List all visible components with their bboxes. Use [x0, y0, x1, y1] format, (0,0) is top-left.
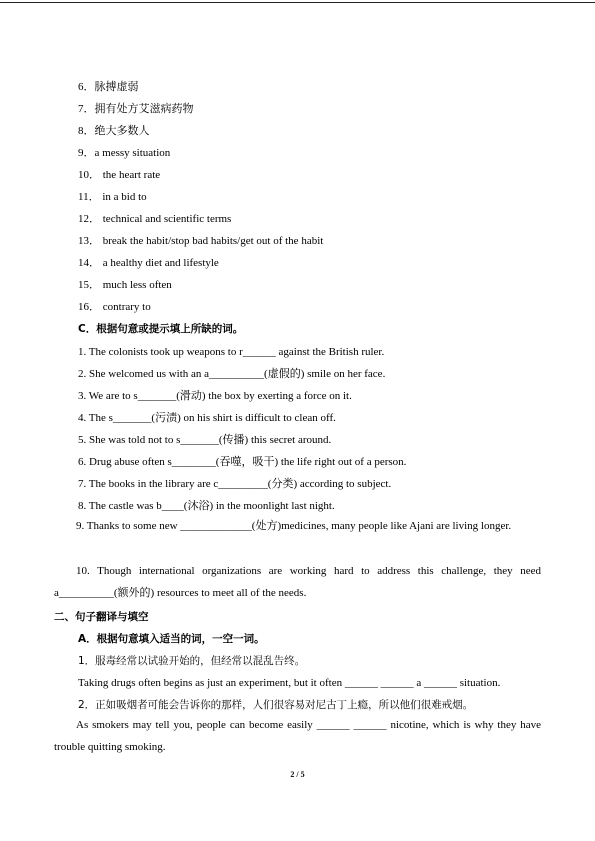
vocab-item: 13． break the habit/stop bad habits/get out of the habit [78, 235, 324, 247]
fill-item: 8. The castle was b____(沐浴) in the moonlight last night. [78, 500, 335, 512]
fill-item-10: 10. Though international organizations are working hard to address this challenge, they need a__________(额外的) resources to meet all of the needs. [54, 565, 541, 599]
vocab-item: 7．拥有处方艾滋病药物 [78, 103, 194, 115]
translation-2-chinese: 2．正如吸烟者可能会告诉你的那样，人们很容易对尼古丁上瘾，所以他们很难戒烟。 [78, 699, 474, 711]
part-two-a-heading: A．根据句意填入适当的词，一空一词。 [78, 633, 265, 645]
fill-item-9: 9. Thanks to some new _____________(处方)medicines, many people like Ajani are living longer. [76, 520, 512, 532]
vocab-item: 12． technical and scientific terms [78, 213, 232, 225]
vocab-item: 9．a messy situation [78, 147, 171, 159]
page-number: 2 / 5 [290, 770, 305, 779]
header-rule [0, 2, 595, 3]
section-c-heading: C．根据句意或提示填上所缺的词。 [78, 323, 244, 335]
fill-item: 7. The books in the library are c_________(分类) according to subject. [78, 478, 392, 490]
vocab-item: 6．脉搏虚弱 [78, 81, 139, 93]
fill-item: 5. She was told not to s_______(传播) this secret around. [78, 434, 332, 446]
vocab-item: 11． in a bid to [78, 191, 147, 203]
part-two-heading: 二、句子翻译与填空 [54, 611, 149, 623]
vocab-item: 16． contrary to [78, 301, 151, 313]
vocab-item: 10． the heart rate [78, 169, 161, 181]
fill-item: 1. The colonists took up weapons to r______ against the British ruler. [78, 346, 385, 358]
vocab-item: 15． much less often [78, 279, 172, 291]
fill-item: 4. The s_______(污渍) on his shirt is difficult to clean off. [78, 412, 336, 424]
fill-item: 6. Drug abuse often s________(吞噬，吸干) the life right out of a person. [78, 456, 407, 468]
fill-item: 2. She welcomed us with an a__________(虚假的) smile on her face. [78, 368, 386, 380]
fill-item: 3. We are to s_______(滑动) the box by exerting a force on it. [78, 390, 352, 402]
vocab-item: 14． a healthy diet and lifestyle [78, 257, 219, 269]
translation-2-english: As smokers may tell you, people can become easily ______ ______ nicotine, which is why they have trouble quitting smoking. [54, 719, 541, 753]
translation-1-english: Taking drugs often begins as just an experiment, but it often ______ ______ a ______ situation. [78, 677, 501, 689]
translation-1-chinese: 1．服毒经常以试验开始的，但经常以混乱告终。 [78, 655, 306, 667]
vocab-item: 8．绝大多数人 [78, 125, 150, 137]
